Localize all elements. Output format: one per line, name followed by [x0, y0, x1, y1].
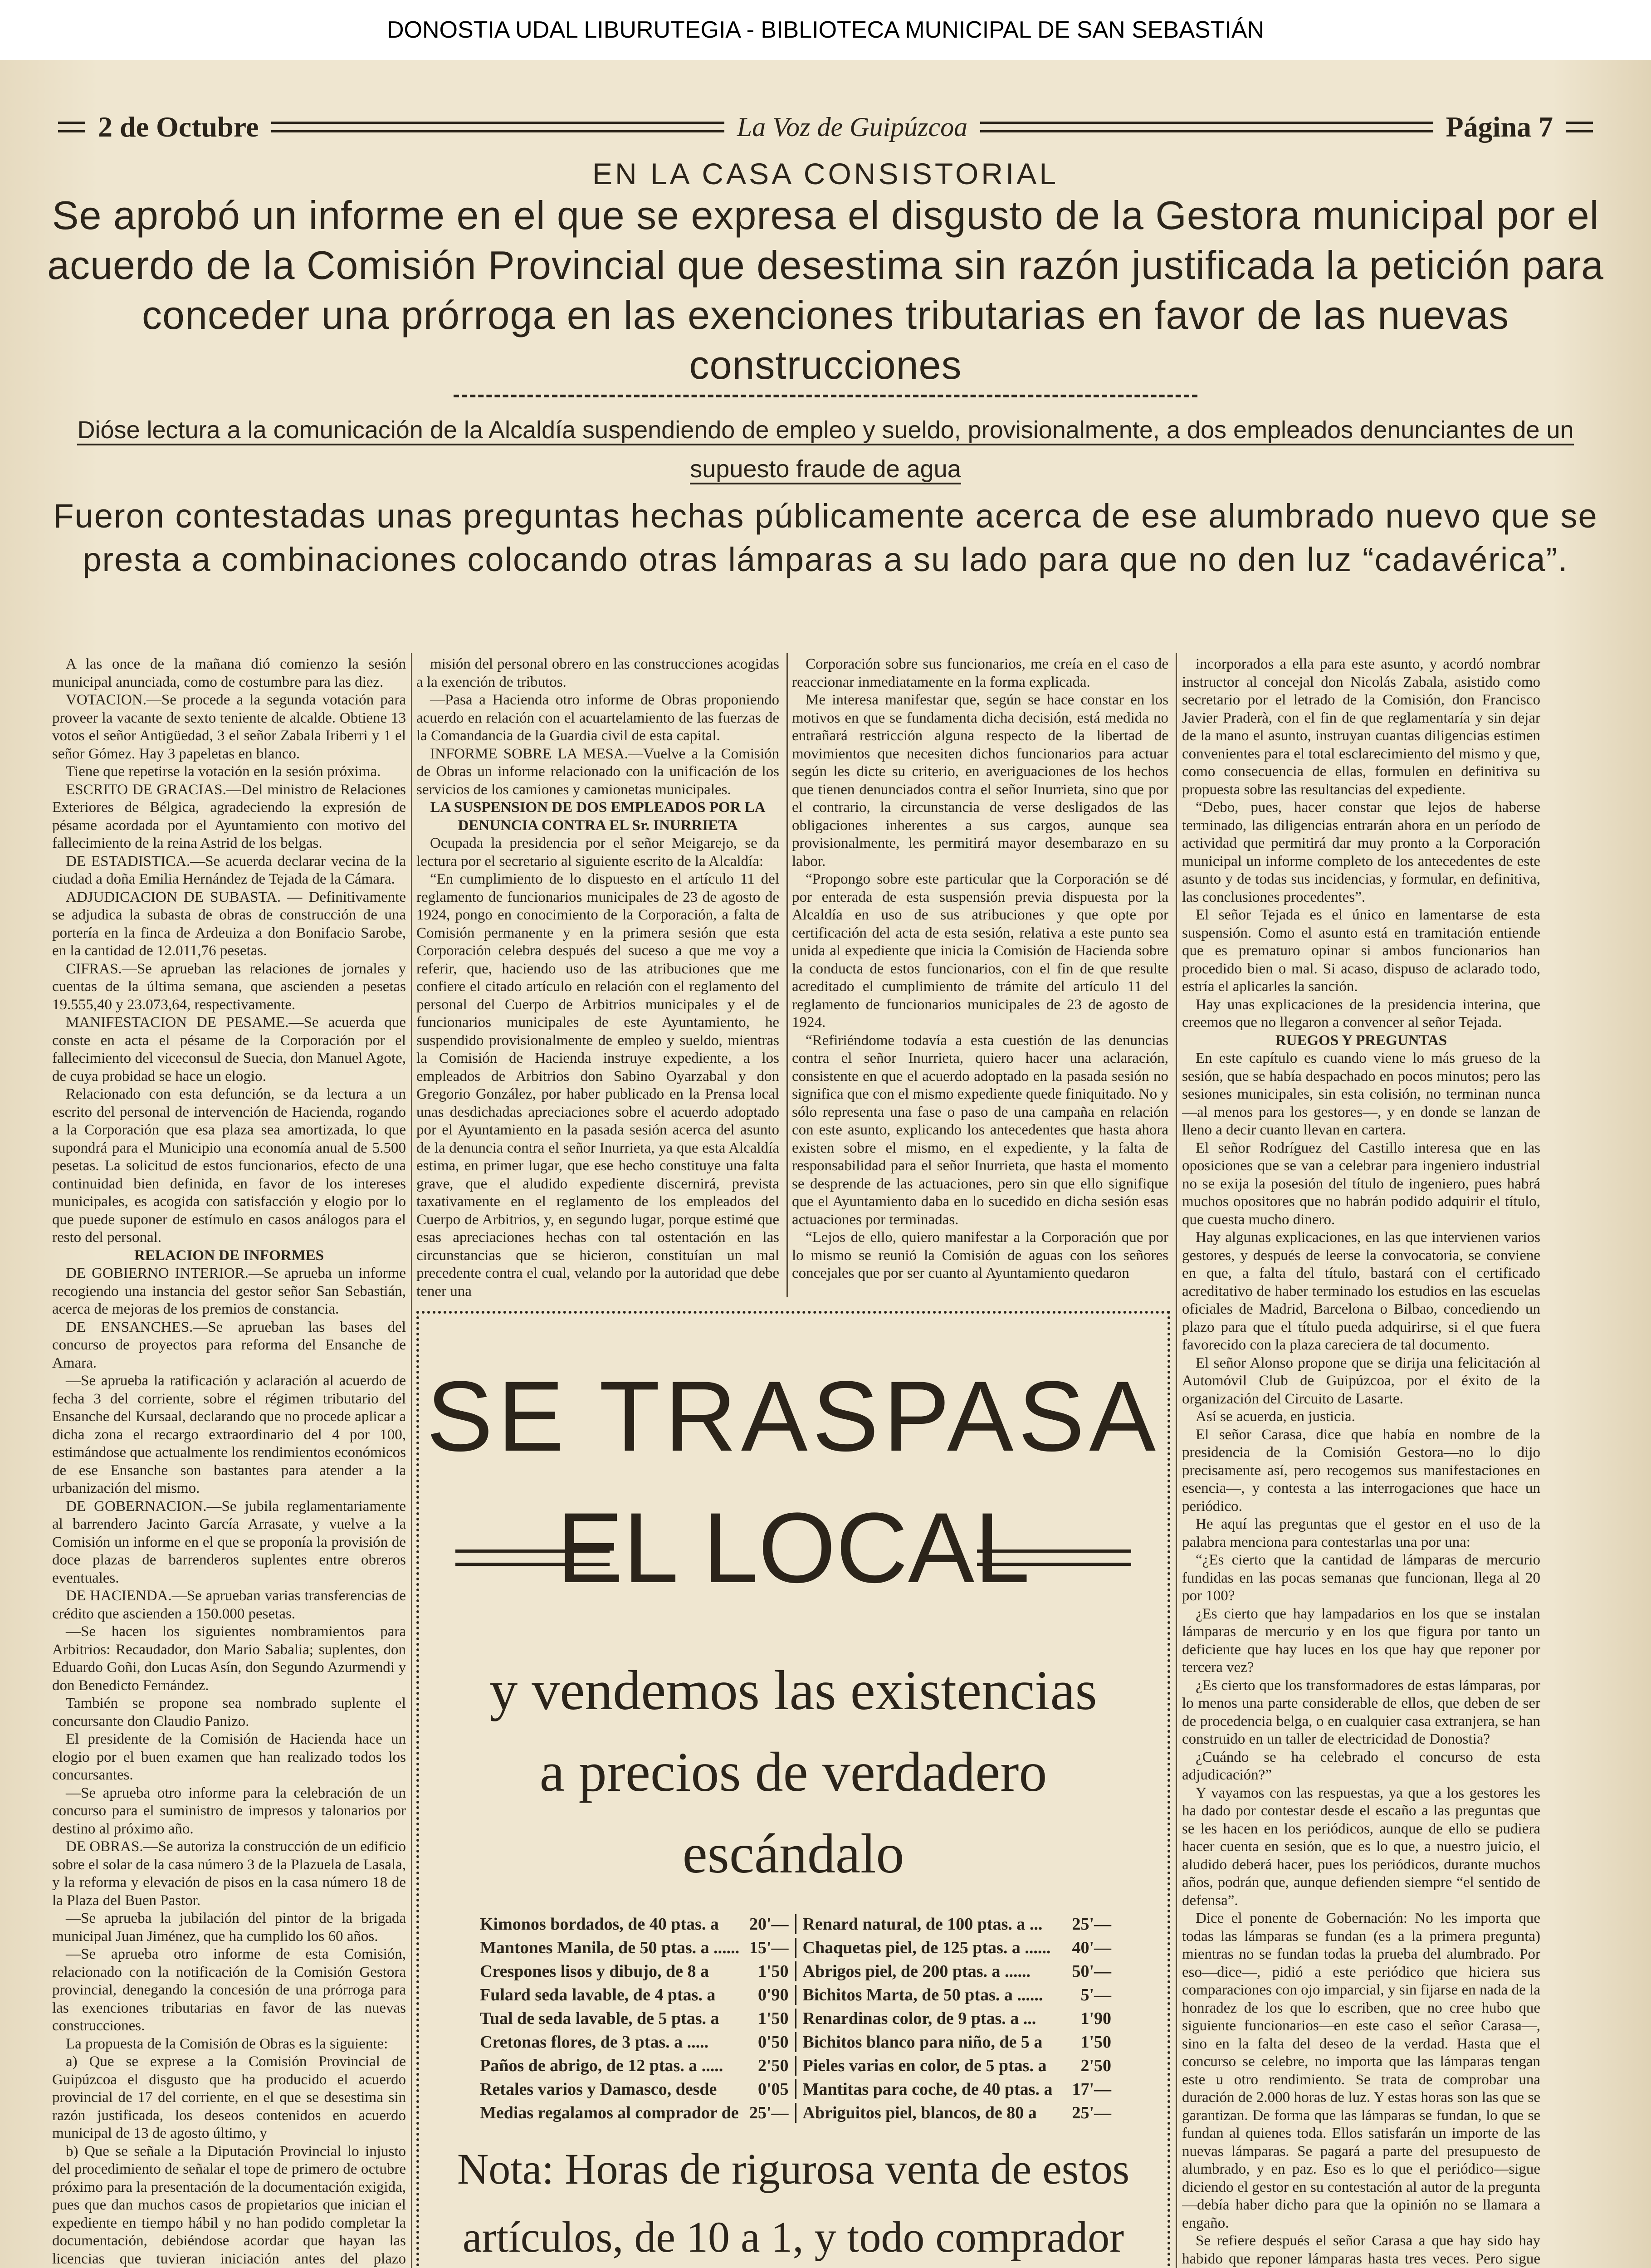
ad-item-price: 25'—: [749, 2103, 789, 2122]
ad-item-name: Mantitas para coche, de 40 ptas. a: [802, 2080, 1053, 2099]
ad-item-price: 15'—: [749, 1938, 789, 1957]
column-paragraph: DE OBRAS.—Se autoriza la construcción de un edificio sobre el solar de la casa número 3 de la Plazuela de Lasala, y la reforma y elevación de pisos en la casa número 18 de la Plaza del Buen Pastor.: [52, 1838, 406, 1909]
column-paragraph: —Pasa a Hacienda otro informe de Obras proponiendo acuerdo en relación con el acuartelamiento de las fuerzas de la Comandancia de la Guardia civil de esta capital.: [416, 692, 779, 744]
ad-price-item: [796, 2079, 1118, 2099]
ad-item-name: Bichitos blanco para niño, de 5 a: [802, 2033, 1043, 2052]
main-headline: Se aprobó un informe en el que se expresa el disgusto de la Gestora municipal por el acuerdo de la Comisión Provincial que desestima sin razón justificada la petición para conceder una prórroga en las exenciones tributarias en favor de las nuevas construcciones: [47, 193, 1604, 387]
article-column-1: [52, 655, 406, 2268]
ad-price-item: [474, 2032, 796, 2052]
ad-note-line-2: artículos, de 10 a 1, y todo comprador: [462, 2213, 1124, 2261]
ad-price-item: [474, 2103, 796, 2123]
article-column-4: [1182, 655, 1540, 2268]
ad-item-name: Retales varios y Damasco, desde: [480, 2080, 717, 2099]
column-subheading: RUEGOS Y PREGUNTAS: [1275, 1032, 1447, 1049]
column-paragraph: “Debo, pues, hacer constar que lejos de haberse terminado, las diligencias entrarán ahora en un período de actividad que permitirá dar muy pronto a la Corporación municipal un informe completo de los antecedentes de este asunto y de todas sus incidencias, y formular, en definitiva, las conclusiones procedentes”.: [1182, 799, 1540, 905]
library-header-bar: [0, 0, 1651, 60]
column-rule: [1176, 653, 1177, 2268]
ad-price-item: [474, 1914, 796, 1934]
column-paragraph: Corporación sobre sus funcionarios, me creía en el caso de reaccionar inmediatamente en la forma explicada.: [792, 656, 1168, 690]
ad-item-name: Fulard seda lavable, de 4 ptas. a: [480, 1985, 716, 2004]
ad-item-name: Tual de seda lavable, de 5 ptas. a: [480, 2009, 719, 2028]
column-paragraph: El señor Rodríguez del Castillo interesa que en las oposiciones que se van a celebrar para ingeniero industrial no se exija la posesión del título de ingeniero, pues habrá muchos opositores que no habrán podido adquirir el título, que cuesta mucho dinero.: [1182, 1139, 1540, 1228]
column-paragraph: Se refiere después el señor Carasa a que hay sido hay habido que reponer lámparas hasta tres veces. Pero sigue: [1182, 2233, 1540, 2267]
ad-subtitle: EL LOCAL: [557, 1492, 1030, 1603]
column-paragraph: —Se aprueba otro informe de esta Comisión, relacionado con la notificación de la Comisión Gestora provincial, denegando la concesión de una prórroga para las exenciones tributarias en favor de las nuevas construcciones.: [52, 1946, 406, 2034]
column-paragraph: DE GOBERNACION.—Se jubila reglamentariamente al barrendero Jacinto García Arrasate, y vuelve a la Comisión un informe en el que se proponía la provisión de doce plazas de barrenderos suplentes entre obreros eventuales.: [52, 1498, 406, 1586]
column-paragraph: DE GOBIERNO INTERIOR.—Se aprueba un informe recogiendo una instancia del gestor señor San Sebastián, acerca de mejoras de los premios de constancia.: [52, 1265, 406, 1317]
column-paragraph: Relacionado con esta defunción, se da lectura a un escrito del personal de intervención de Hacienda, rogando a la Corporación que esa plaza sea amortizada, lo que supondrá para el Municipio una economía anual de 5.500 pesetas. La solicitud de estos funcionarios, efecto de una continuidad bien definida, en favor de los intereses municipales, es acogida con satisfacción y elogio por lo que puede suponer de estímulo en casos análogos para el resto del personal.: [52, 1086, 406, 1246]
column-paragraph: incorporados a ella para este asunto, y acordó nombrar instructor al concejal don Nicolás Zabala, asistido como secretario por el letrado de la Comisión, don Francisco Javier Praderà, con el fin de que reglamentaría y sin dejar de la mano el asunto, instruyan cuantas diligencias estimen convenientes para el total esclarecimiento del mismo y que, como consecuencia de ellas, formulen en definitiva su propuesta sobre las resultancias del expediente.: [1182, 656, 1540, 798]
ad-item-name: Renard natural, de 100 ptas. a ...: [802, 1915, 1043, 1934]
column-paragraph: Hay unas explicaciones de la presidencia interina, que creemos que no llegaron a convencer al señor Tejada.: [1182, 996, 1540, 1031]
ad-item-price: 2'50: [757, 2056, 789, 2075]
column-paragraph: a) Que se exprese a la Comisión Provincial de Guipúzcoa el disgusto que ha producido el acuerdo provincial de 17 del corriente, en el que se desestima sin razón justificada, los deseos contenidos en acuerdo municipal de 13 de agosto último, y: [52, 2053, 406, 2141]
masthead-rule: [271, 122, 724, 132]
ad-price-row: [474, 2030, 1118, 2054]
column-paragraph: El señor Alonso propone que se dirija una felicitación al Automóvil Club de Guipúzcoa, por el éxito de la organización del Circuito de Lasarte.: [1182, 1354, 1540, 1407]
column-paragraph: b) Que se señale a la Diputación Provincial lo injusto del procedimiento de señalar el tope de primero de octubre próximo para la presentación de la documentación exigida, pues que dan muchos casos de propietarios que inician el expediente en tiempo hábil y no han podido completar la documentación, debiéndose acordar que hayan las licencias que tuvieran iniciación antes del plazo: [52, 2143, 406, 2267]
ad-line-1: y vendemos las existencias: [489, 1659, 1097, 1721]
column-paragraph: —Se hacen los siguientes nombramientos para Arbitrios: Recaudador, don Mario Sabalia; suplentes, don Eduardo Goñi, don Lucas Asín, don Segundo Azurmendi y don Benedicto Fernández.: [52, 1623, 406, 1694]
masthead-page-number: Página 7: [1446, 111, 1553, 143]
ad-item-price: 40'—: [1072, 1938, 1111, 1957]
ad-item-name: Crespones lisos y dibujo, de 8 a: [480, 1962, 709, 1981]
ad-note-line-1: Nota: Horas de rigurosa venta de estos: [457, 2145, 1130, 2193]
article-column-2: [416, 655, 779, 1300]
column-paragraph: Hay algunas explicaciones, en las que intervienen varios gestores, y después de leerse la convocatoria, se conviene en que, a falta del título, bastará con el certificado acreditativo de haber terminado los estudios en las escuelas oficiales de Madrid, Barcelona o Bilbao, concediendo un plazo para que el título pueda adquirirse, si el que fuera favorecido con la plaza careciera de tal documento.: [1182, 1229, 1540, 1353]
column-paragraph: ¿Es cierto que hay lampadarios en los que se instalan lámparas de mercurio y en los que figura por tanto un deficiente que hay luces en los que hay que reponer por tercera vez?: [1182, 1605, 1540, 1676]
masthead: [45, 102, 1606, 152]
ad-line-2: a precios de verdadero: [539, 1741, 1047, 1803]
column-paragraph: INFORME SOBRE LA MESA.—Vuelve a la Comisión de Obras un informe relacionado con la unificación de los servicios de los camiones y camionetas municipales.: [416, 745, 779, 798]
ad-price-item: [796, 1961, 1118, 1981]
column-paragraph: DE HACIENDA.—Se aprueban varias transferencias de crédito que ascienden a 150.000 pesetas.: [52, 1588, 406, 1622]
column-paragraph: —Se aprueba otro informe para la celebración de un concurso para el suministro de impresos y talonarios por destino al próximo año.: [52, 1784, 406, 1837]
ad-price-list: [474, 1912, 1118, 2125]
column-subheading: RELACION DE INFORMES: [134, 1247, 324, 1264]
ad-price-row: [474, 1983, 1118, 2007]
ad-price-item: [796, 2032, 1118, 2052]
column-paragraph: Y vayamos con las respuestas, ya que a los gestores les ha dado por contestar desde el escaño a las preguntas que se les hacen en los periódicos, aunque de ello se pudiera hacer cuenta en sesión, que es lo que, a nuestro juicio, el aludido deberá hacer, pues los periódicos, durante muchos años, podrán que, aunque defienden siempre “el sentido de defensa”.: [1182, 1784, 1540, 1909]
ad-price-item: [474, 2009, 796, 2028]
column-paragraph: DE ESTADISTICA.—Se acuerda declarar vecina de la ciudad a doña Emilia Hernández de Tejada de la Cámara.: [52, 853, 406, 887]
ad-title: SE TRASPASA: [426, 1360, 1160, 1472]
ad-item-price: 1'50: [1080, 2033, 1111, 2052]
ad-item-name: Pieles varias en color, de 5 ptas. a: [802, 2056, 1047, 2075]
column-paragraph: DE ENSANCHES.—Se aprueban las bases del concurso de proyectos para reforma del Ensanche de Amara.: [52, 1319, 406, 1371]
ad-price-item: [796, 1985, 1118, 2005]
column-subheading: LA SUSPENSION DE DOS EMPLEADOS POR LA DENUNCIA CONTRA EL Sr. INURRIETA: [430, 799, 766, 834]
ad-item-price: 0'05: [757, 2080, 789, 2099]
advertisement-box: [416, 1311, 1170, 2268]
column-paragraph: ADJUDICACION DE SUBASTA. — Definitivamente se adjudica la subasta de obras de construcción de una portería en la finca de Ardeuiza a don Bonifacio Sarobe, en la cantidad de 12.011,76 pesetas.: [52, 889, 406, 959]
ad-price-row: [474, 1936, 1118, 1960]
ad-item-name: Chaquetas piel, de 125 ptas. a ......: [802, 1938, 1051, 1957]
masthead-rule: [980, 122, 1433, 132]
ad-item-price: 17'—: [1072, 2080, 1111, 2099]
article-column-3: [792, 655, 1168, 1300]
ad-item-name: Abriguitos piel, blancos, de 80 a: [802, 2103, 1037, 2122]
column-paragraph: Me interesa manifestar que, según se hace constar en los motivos en que se fundamenta dicha decisión, está medida no entrañará restricción alguna respecto de la libertad de movimientos que necesiten dichos funcionarios para actuar según les dicte su criterio, en averiguaciones de los hechos que tienen denunciados contra el señor Inurrieta, sino que por el contrario, la circunstancia de verse desligados de las obligaciones inherentes a sus cargos, aunque sea provisionalmente, les permitirá mayor desembarazo en su labor.: [792, 692, 1168, 870]
column-paragraph: ESCRITO DE GRACIAS.—Del ministro de Relaciones Exteriores de Bélgica, agradeciendo la expresión de pésame acordada por el Ayuntamiento con motivo del fallecimiento de la reina Astrid de los belgas.: [52, 781, 406, 851]
ad-item-price: 20'—: [749, 1915, 789, 1934]
column-paragraph: VOTACION.—Se procede a la segunda votación para proveer la vacante de sexto teniente de alcalde. Obtiene 13 votos el señor Antigüedad, 3 el señor Zabala Iriberri y 1 el señor Gómez. Hay 3 papeletas en blanco.: [52, 692, 406, 762]
subheadline-1-text: Dióse lectura a la comunicación de la Alcaldía suspendiendo de empleo y sueldo, provisionalmente, a dos empleados denunciantes de un supuesto fraude de agua: [77, 416, 1573, 484]
ad-item-name: Medias regalamos al comprador de: [480, 2103, 739, 2122]
library-header-text: DONOSTIA UDAL LIBURUTEGIA - BIBLIOTECA MUNICIPAL DE SAN SEBASTIÁN: [386, 17, 1265, 43]
column-paragraph: “¿Es cierto que la cantidad de lámparas de mercurio fundidas en las pocas semanas que funcionan, llega al 20 por 100?: [1182, 1552, 1540, 1604]
ad-price-row: [474, 2007, 1118, 2030]
column-paragraph: A las once de la mañana dió comienzo la sesión municipal anunciada, como de costumbre para las diez.: [52, 656, 406, 690]
masthead-date: 2 de Octubre: [98, 111, 259, 143]
column-paragraph: Así se acuerda, en justicia.: [1196, 1408, 1355, 1425]
ad-price-item: [796, 1914, 1118, 1934]
ad-price-item: [474, 1985, 796, 2005]
ad-item-price: 25'—: [1072, 2103, 1111, 2122]
column-paragraph: “Lejos de ello, quiero manifestar a la Corporación que por lo mismo se reunió la Comisión de aguas con los señores concejales que por ser cuanto al Ayuntamiento quedaron: [792, 1229, 1168, 1281]
ad-item-price: 1'50: [757, 2009, 789, 2028]
ad-price-item: [796, 2056, 1118, 2076]
ad-price-row: [474, 2054, 1118, 2077]
column-paragraph: “En cumplimiento de lo dispuesto en el artículo 11 del reglamento de funcionarios municipales de 23 de agosto de 1924, pongo en conocimiento de la Corporación, a falta de Comisión permanente y en la primera sesión que esta Corporación celebra después del suceso a que me voy a referir, que, haciendo uso de las atribuciones que me confiere el citado artículo en relación con el reglamento del personal del Cuerpo de Arbitrios municipales y el de funcionarios municipales de este Ayuntamiento, he suspendido provisionalmente de empleo y sueldo, mientras la Comisión de Hacienda instruye expediente, a los empleados de Arbitrios don Sabino Oyarzabal y don Gregorio González, por haber publicado en la Prensa local unas desdichadas apreciaciones sobre el acuerdo adoptado por el Ayuntamiento en la pasada sesión acerca del asunto de la denuncia contra el señor Inurrieta, ya que esta Alcaldía estima, en primer lugar, que ese hecho constituye una falta grave, que el aludido expediente discernirá, prevista taxativamente en el reglamento de los empleados del Cuerpo de Arbitrios, y, en segundo lugar, porque estimé que esas apreciaciones hechas con tal ostentación en las circunstancias que se hicieron, constituían un mal precedente contra el cual, velando por la autoridad que debe tener una: [416, 871, 779, 1300]
column-paragraph: En este capítulo es cuando viene lo más grueso de la sesión, que se había despachado en pocos minutos; pero las sesiones municipales, sin esta colisión, no terminan nunca—al menos para los gestores—, y en donde se lanzan de lleno a decir cuanto llevan en cartera.: [1182, 1050, 1540, 1138]
headline-ornament-rule: [454, 395, 1197, 406]
ad-item-price: 25'—: [1072, 1915, 1111, 1934]
ad-price-item: [796, 2009, 1118, 2028]
masthead-title: La Voz de Guipúzcoa: [737, 112, 968, 142]
column-paragraph: —Se aprueba la jubilación del pintor de la brigada municipal Juan Jiménez, que ha cumplido los 60 años.: [52, 1910, 406, 1945]
ad-price-item: [796, 1938, 1118, 1958]
ad-item-price: 1'50: [757, 1962, 789, 1981]
ad-item-name: Paños de abrigo, de 12 ptas. a .....: [480, 2056, 723, 2075]
column-paragraph: El señor Carasa, dice que había en nombre de la presidencia de la Comisión Gestora—no lo dijo precisamente así, pero recogemos sus manifestaciones en esencia—, y contesta a las interrogaciones que hace un periódico.: [1182, 1426, 1540, 1515]
subheadline-2: Fueron contestadas unas preguntas hechas públicamente acerca de ese alumbrado nuevo que se presta a combinaciones colocando otras lámparas a su lado para que no den luz “cadavérica”.: [53, 497, 1598, 578]
column-paragraph: Ocupada la presidencia por el señor Meigarejo, se da lectura por el secretario al siguiente escrito de la Alcaldía:: [416, 835, 779, 870]
ad-price-item: [796, 2103, 1118, 2123]
ad-line-3: escándalo: [682, 1823, 904, 1885]
column-paragraph: “Refiriéndome todavía a esta cuestión de las denuncias contra el señor Inurrieta, quiero hacer una aclaración, consistente en que el acuerdo adoptado en la pasada sesión no significa que con el mismo expediente quede finiquitado. No y sólo representa una fase o paso de una campaña en relación con este asunto, explicando los antecedentes que hasta ahora existen sobre el mismo, en el expediente, y la falta de responsabilidad para el señor Inurrieta, que hasta el momento se desprende de las actuaciones, pero sin que ello signifique que el Ayuntamiento daba en lo sucedido en dicha sesión esas actuaciones por terminadas.: [792, 1032, 1168, 1228]
column-rule: [786, 653, 788, 1297]
column-paragraph: “Propongo sobre este particular que la Corporación se dé por enterada de esta suspensión previa dispuesta por la Alcaldía en uso de sus atribuciones y que opte por certificación del acta de esta sesión, relativa a este punto sea unida al expediente que inicia la Comisión de Hacienda sobre la conducta de estos funcionarios, con el fin de que resulte acreditado el cumplimiento de trámite del artículo 11 del reglamento de funcionarios municipales de 23 de agosto de 1924.: [792, 871, 1168, 1031]
ad-item-price: 2'50: [1080, 2056, 1111, 2075]
ad-item-price: 5'—: [1080, 1985, 1111, 2004]
ad-item-price: 1'90: [1080, 2009, 1111, 2028]
ad-price-item: [474, 1938, 796, 1958]
column-paragraph: He aquí las preguntas que el gestor en el uso de la palabra menciona para contestarlas una por una:: [1182, 1516, 1540, 1550]
ad-item-name: Mantones Manila, de 50 ptas. a ......: [480, 1938, 740, 1957]
ad-price-item: [474, 2056, 796, 2076]
ad-item-name: Abrigos piel, de 200 ptas. a ......: [802, 1962, 1031, 1981]
ad-item-price: 0'50: [757, 2033, 789, 2052]
section-title: EN LA CASA CONSISTORIAL: [592, 157, 1059, 191]
ad-item-name: Renardinas color, de 9 ptas. a ...: [802, 2009, 1036, 2028]
ad-item-name: Cretonas flores, de 3 ptas. a .....: [480, 2033, 709, 2052]
column-paragraph: El señor Tejada es el único en lamentarse de esta suspensión. Como el asunto está en tramitación entiende que es prematuro opinar si ambos funcionarios han procedido bien o mal. Si acaso, dispuso de aclarado todo, estría el aplicarles la sanción.: [1182, 907, 1540, 995]
column-paragraph: ¿Es cierto que los transformadores de estas lámparas, por lo menos una parte considerable de ellos, que deben de ser de procedencia belga, o en cualquier casa extranjera, se han construido en un taller de electricidad de Donostia?: [1182, 1677, 1540, 1747]
ad-item-name: Bichitos Marta, de 50 ptas. a ......: [802, 1985, 1043, 2004]
ad-price-row: [474, 1912, 1118, 1936]
ad-price-row: [474, 1960, 1118, 1983]
column-paragraph: —Se aprueba la ratificación y aclaración al acuerdo de fecha 3 del corriente, sobre el régimen tributario del Ensanche del Kursaal, declarando que no procede aplicar a dicha zona el recargo extraordinario del 4 por 100, estimándose que actualmente los rendimientos económicos de ese Ensanche son bastantes para atender a la urbanización del mismo.: [52, 1373, 406, 1496]
masthead-rule: [58, 122, 85, 132]
ad-price-item: [474, 2079, 796, 2099]
column-paragraph: CIFRAS.—Se aprueban las relaciones de jornales y cuentas de la última semana, que ascienden a pesetas 19.555,40 y 23.073,64, respectivamente.: [52, 960, 406, 1013]
column-paragraph: Tiene que repetirse la votación en la sesión próxima.: [66, 763, 381, 780]
column-paragraph: La propuesta de la Comisión de Obras es la siguiente:: [66, 2035, 388, 2052]
masthead-rule: [1566, 122, 1593, 132]
column-paragraph: El presidente de la Comisión de Hacienda hace un elogio por el buen examen que han realizado todos los concursantes.: [52, 1731, 406, 1783]
ad-item-name: Kimonos bordados, de 40 ptas. a: [480, 1915, 719, 1934]
column-paragraph: Dice el ponente de Gobernación: No les importa que todas las lámparas se fundan (es a la primera pregunta) mientras no se fundan todas la prueba del alumbrado. Por eso—dice—, pidió a este periódico que hiciera sus comparaciones con ojo imparcial, y sin fijarse en nada de la honradez de los que lo escriben, que no cree hubo que siguiente funcionarios—en este caso el señor Carasa—, sino en la falta del deseo de la verdad. Hasta que el concurso se celebre, no importa que las lámparas tengan este u otro rendimiento. Se trata de comprobar una duración de 2.000 horas de luz. Y estas horas son las que se garantizan. De forma que las lámparas se fundan, lo que se fundan al quienes toda. Ellos satisfarán un importe de las nuevas lámparas. Se pagará a parte del presupuesto de alumbrado, y en paz. Eso es lo que el periódico—sigue diciendo el gestor en su contestación al autor de la pregunta—debía haber dicho para que la opinión no se llamara a engaño.: [1182, 1910, 1540, 2231]
ad-price-item: [474, 1961, 796, 1981]
subheadline-1: [27, 411, 1624, 489]
ad-item-price: 50'—: [1072, 1962, 1111, 1981]
column-paragraph: También se propone sea nombrado suplente el concursante don Claudio Panizo.: [52, 1695, 406, 1730]
column-paragraph: ¿Cuándo se ha celebrado el concurso de esta adjudicación?”: [1182, 1749, 1540, 1783]
column-paragraph: MANIFESTACION DE PESAME.—Se acuerda que conste en acta el pésame de la Corporación por el fallecimiento del viceconsul de Suecia, don Manuel Agote, de cuya probidad se hace un elogio.: [52, 1014, 406, 1085]
column-rule: [411, 653, 412, 2268]
ad-price-row: [474, 2077, 1118, 2101]
column-paragraph: misión del personal obrero en las construcciones acogidas a la exención de tributos.: [416, 656, 779, 690]
ad-price-row: [474, 2101, 1118, 2125]
ad-item-price: 0'90: [757, 1985, 789, 2004]
